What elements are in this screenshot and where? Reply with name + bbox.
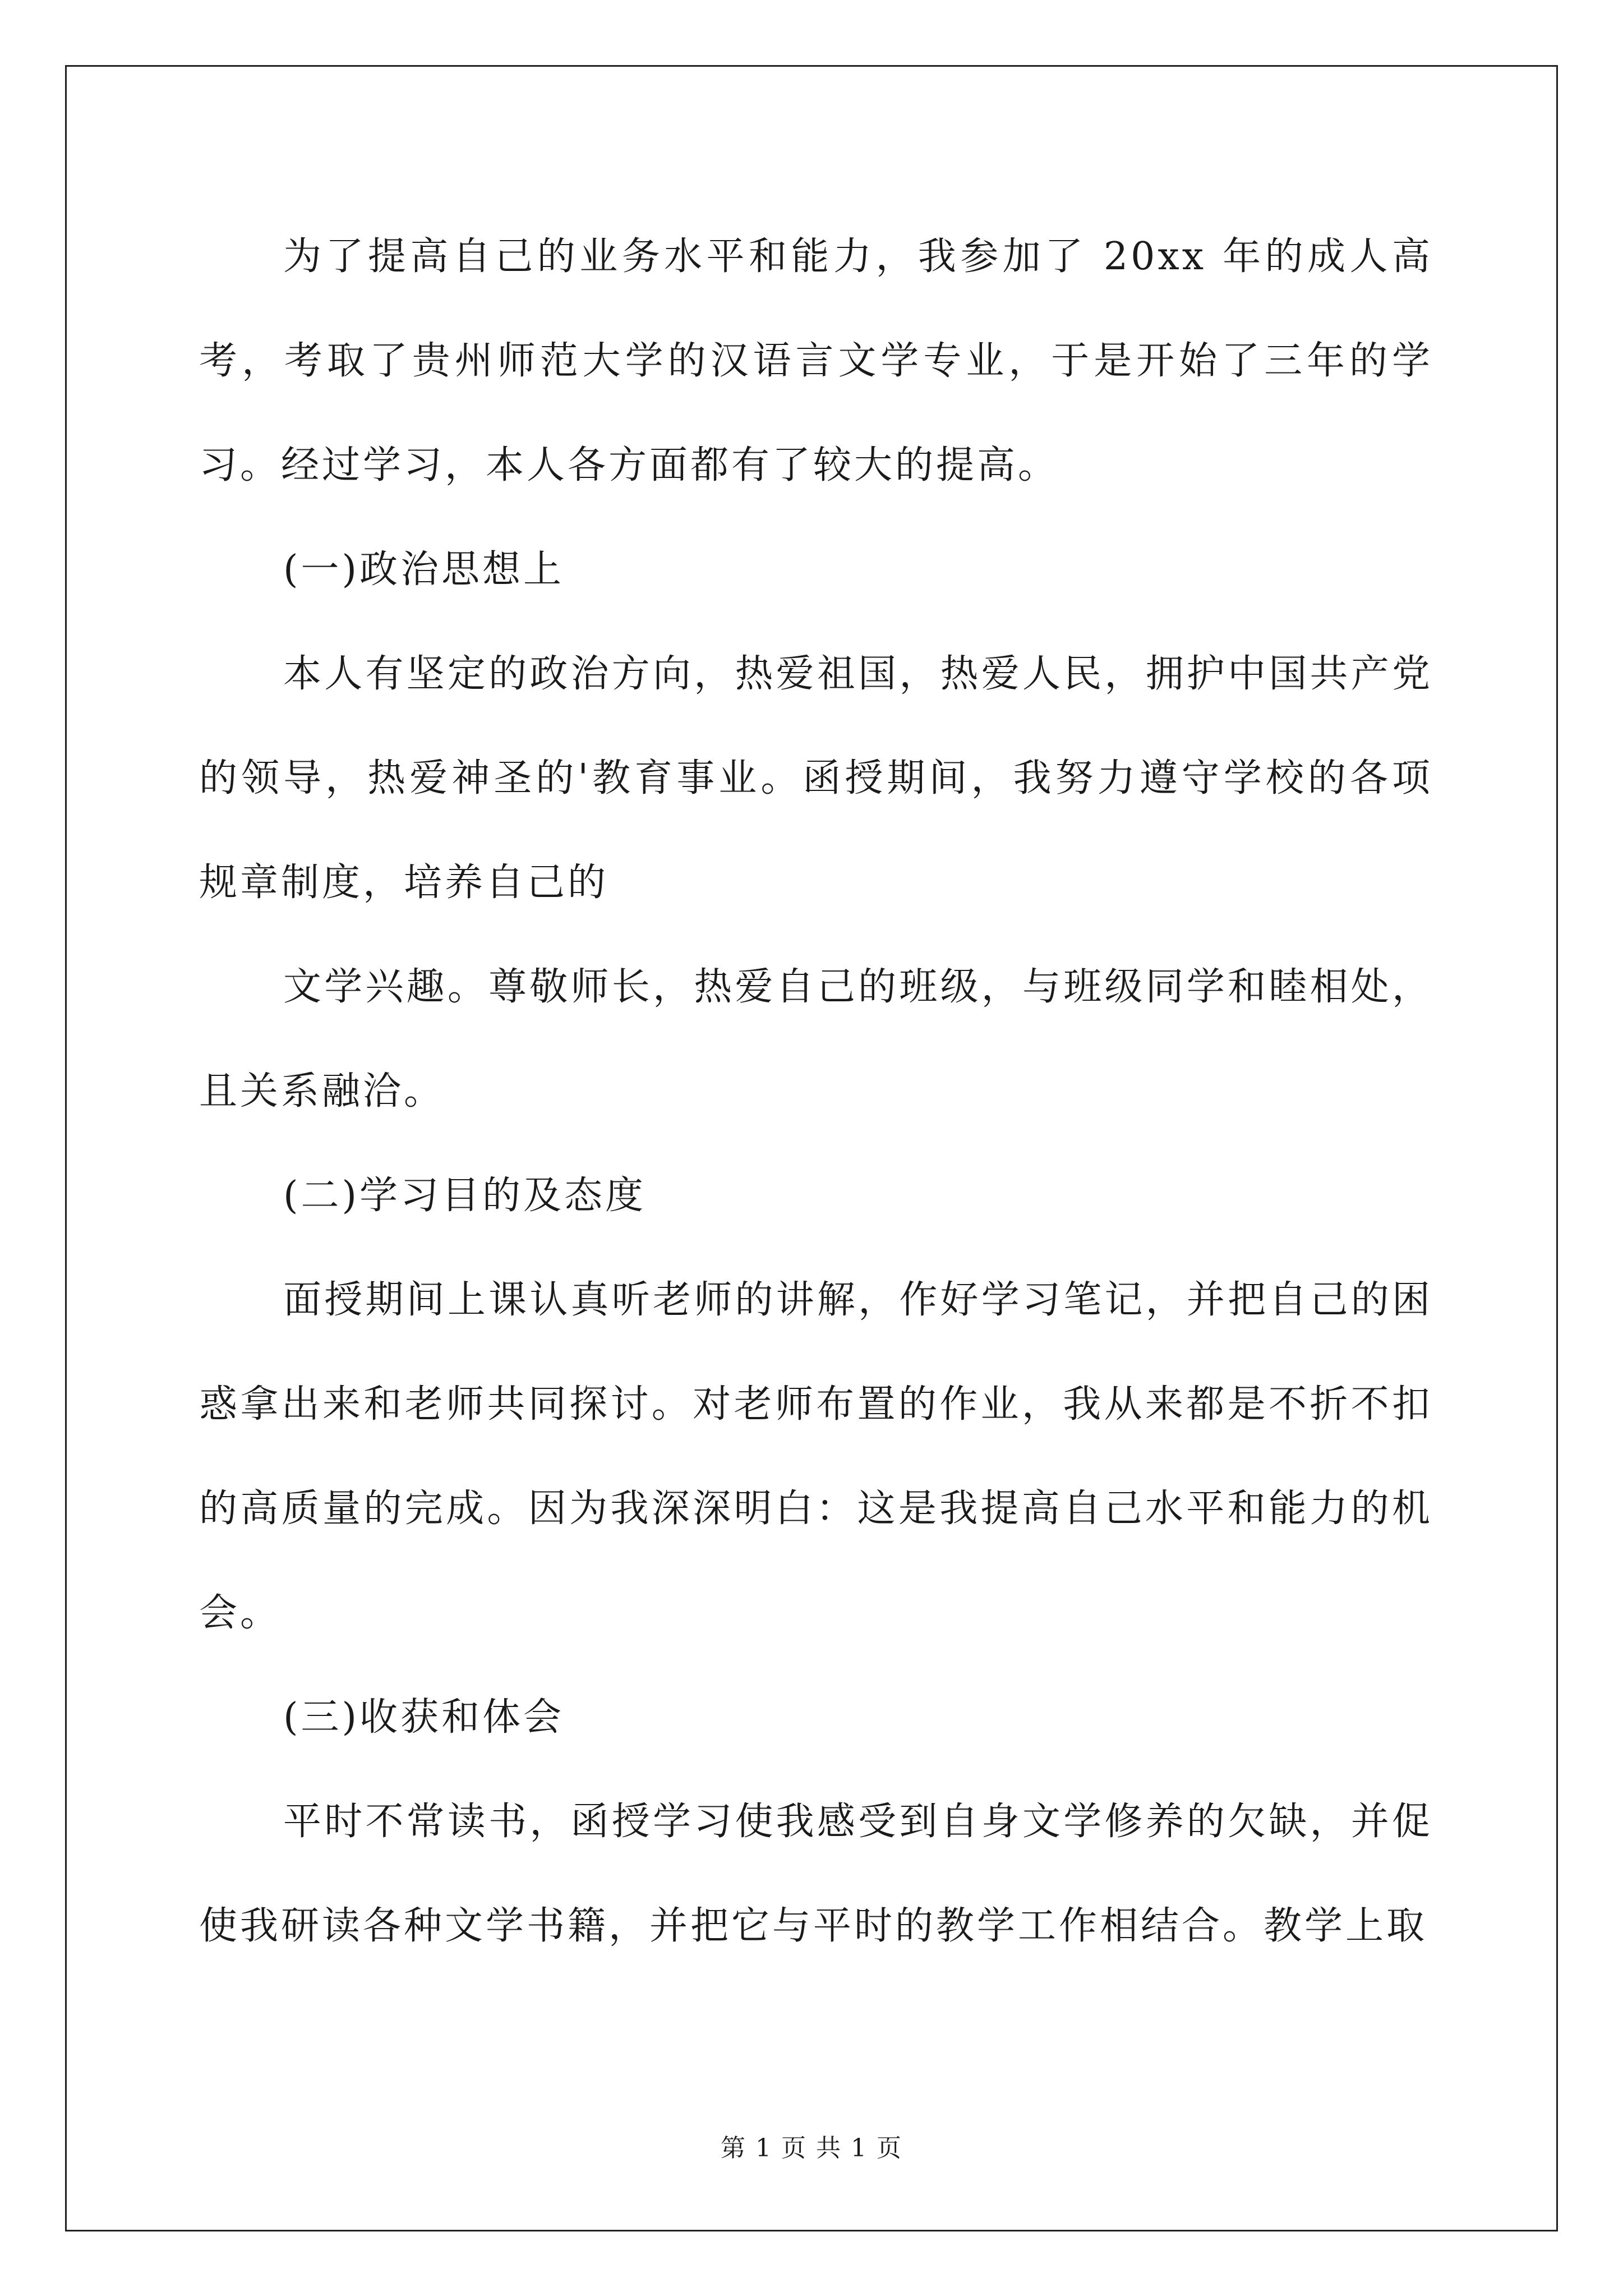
paragraph-intro: 为了提高自己的业务水平和能力，我参加了 20xx 年的成人高考，考取了贵州师范大学的汉语言文学专业，于是开始了三年的学习。经过学习，本人各方面都有了较大的提高。 — [199, 234, 1433, 487]
section-heading-political: (一)政治思想上 — [283, 547, 565, 592]
paragraph-political: 本人有坚定的政治方向，热爱祖国，热爱人民，拥护中国共产党的领导，热爱神圣的'教育事业。函授期间，我努力遵守学校的各项规章制度，培养自己的 — [199, 652, 1433, 905]
section-heading-study-attitude: (二)学习目的及态度 — [283, 1174, 647, 1218]
paragraph-political-continued: 文学兴趣。尊敬师长，热爱自己的班级，与班级同学和睦相处，且关系融洽。 — [199, 965, 1433, 1114]
section-heading-gains: (三)收获和体会 — [283, 1695, 565, 1740]
paragraph-gains: 平时不常读书，函授学习使我感受到自身文学修养的欠缺，并促使我研读各种文学书籍，并把它与平时的教学工作相结合。教学上取 — [199, 1800, 1433, 1948]
page-number-footer: 第 1 页 共 1 页 — [721, 2134, 902, 2162]
document-body — [199, 205, 1433, 1978]
paragraph-study-attitude: 面授期间上课认真听老师的讲解，作好学习笔记，并把自己的困惑拿出来和老师共同探讨。对老师布置的作业，我从来都是不折不扣的高质量的完成。因为我深深明白：这是我提高自己水平和能力的机会。 — [199, 1278, 1433, 1635]
